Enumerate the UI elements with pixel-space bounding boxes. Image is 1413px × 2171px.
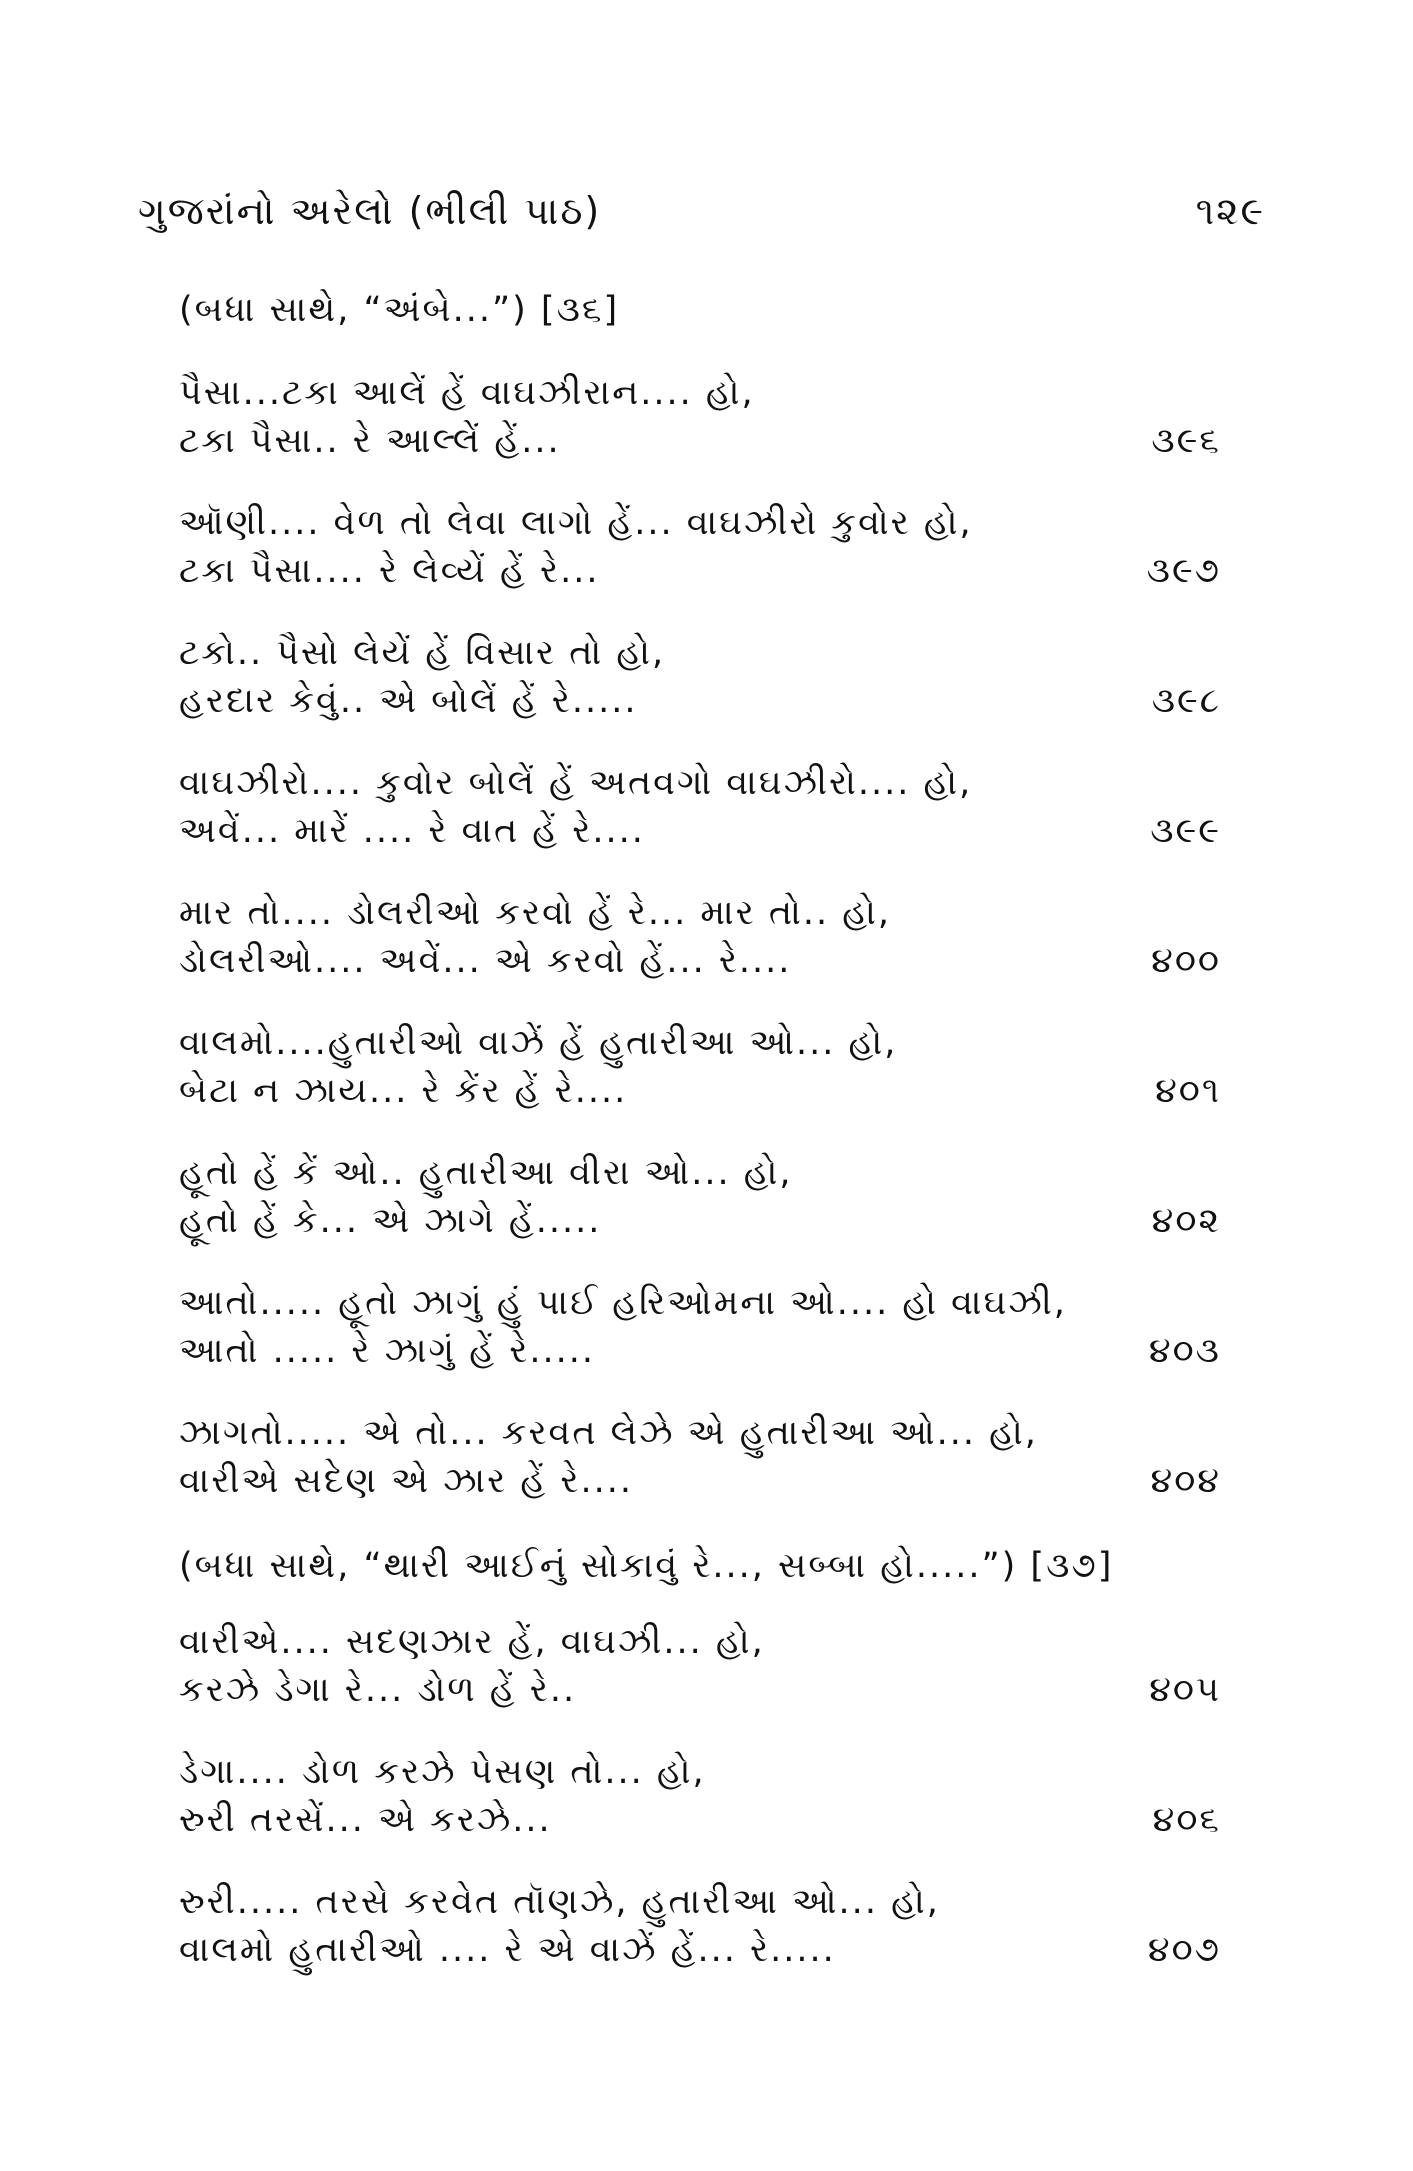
stanza <box>179 1019 1221 1115</box>
stanza <box>179 1409 1221 1505</box>
verse-line-text: ડોલરીઓ.... અવેં... એ કરવો હેં... રે.... <box>179 941 792 981</box>
verse-line-text: હૂતો હેં કે... એ ઝાગે હેં..... <box>179 1201 602 1241</box>
verse-line: વાલમો....હુતારીઓ વાઝેં હેં હુતારીઆ ઓ... હો, <box>179 1023 898 1063</box>
verse-line <box>179 1327 1221 1375</box>
verse-line: રુરી..... તરસે કરવેત તૉણઝે, હુતારીઆ ઓ... હો, <box>179 1882 940 1922</box>
verse-line: ટકો.. પૈસો લેયેં હેં વિસાર તો હો, <box>179 633 666 673</box>
verse-line-text: અવેં... મારેં .... રે વાત હેં રે.... <box>179 811 645 851</box>
verse-line <box>179 807 1221 855</box>
verse-number: ૪૦૩ <box>1148 1331 1221 1371</box>
verse-line: માર તો.... ડોલરીઓ કરવો હેં રે... માર તો.. હો, <box>179 893 891 933</box>
stanza <box>179 1878 1221 1974</box>
verse-line <box>179 547 1221 595</box>
verse-line-text: વારીએ સદેણ એ ઝાર હેં રે.... <box>179 1461 633 1501</box>
verse-line <box>179 1067 1221 1115</box>
stanza <box>179 1618 1221 1714</box>
page-body <box>179 286 1221 1974</box>
verse-line <box>179 937 1221 985</box>
stanza <box>179 499 1221 595</box>
verse-line-text: બેટા ન ઝાય... રે કેંર હેં રે.... <box>179 1071 628 1111</box>
verse-line-text: હરદાર કેવું.. એ બોલેં હેં રે..... <box>179 681 638 721</box>
verse-line <box>179 417 1221 465</box>
verse-number: ૪૦૬ <box>1152 1800 1221 1840</box>
page-number: ૧૨૯ <box>1195 189 1265 233</box>
verse-line <box>179 1197 1221 1245</box>
verse-line: વાઘઝીરો.... કુવોર બોલેં હેં અતવગો વાઘઝીરો.... હો, <box>179 763 973 803</box>
stanza <box>179 1149 1221 1245</box>
stanza <box>179 1748 1221 1844</box>
stanza <box>179 759 1221 855</box>
verse-line-text: રુરી તરસેં... એ કરઝે... <box>179 1800 552 1840</box>
verse-line: વારીએ.... સદણઝાર હેં, વાઘઝી... હો, <box>179 1622 765 1662</box>
stanza <box>179 369 1221 465</box>
verse-number: ૩૯૮ <box>1151 681 1221 721</box>
running-header-title: ગુજરાંનો અરેલો (ભીલી પાઠ) <box>138 189 602 233</box>
stanza <box>179 629 1221 725</box>
running-header <box>138 187 1265 235</box>
verse-line-text: આતો ..... રે ઝાગું હેં રે..... <box>179 1331 595 1371</box>
verse-number: ૪૦૨ <box>1151 1201 1221 1241</box>
stanza <box>179 1279 1221 1375</box>
verse-line <box>179 1926 1221 1974</box>
verse-number: ૩૯૯ <box>1150 811 1221 851</box>
stanza <box>179 889 1221 985</box>
verse-number: ૪૦૦ <box>1151 941 1221 981</box>
verse-number: ૪૦૧ <box>1155 1071 1221 1111</box>
section-heading: (બધા સાથે, “અંબે...”) [૩૬] <box>179 290 620 330</box>
verse-line <box>179 1457 1221 1505</box>
verse-number: ૪૦૪ <box>1150 1461 1221 1501</box>
verse-line: ઑણી.... વેળ તો લેવા લાગો હેં... વાઘઝીરો કુવોર હો, <box>179 503 973 543</box>
verse-line: ડેગા.... ડોળ કરઝે પેસણ તો... હો, <box>179 1752 706 1792</box>
verse-line-text: ટકા પૈસા.. રે આલ્લેં હેં... <box>179 421 561 461</box>
verse-line <box>179 677 1221 725</box>
verse-line <box>179 1666 1221 1714</box>
verse-line <box>179 1796 1221 1844</box>
verse-line: પૈસા...ટકા આલેં હેં વાઘઝીરાન.... હો, <box>179 373 755 413</box>
verse-line: ઝાગતો..... એ તો... કરવત લેઝે એ હુતારીઆ ઓ... હો, <box>179 1413 1038 1453</box>
verse-line: હૂતો હેં કેં ઓ.. હુતારીઆ વીરા ઓ... હો, <box>179 1153 793 1193</box>
verse-number: ૪૦૭ <box>1147 1930 1221 1970</box>
section-heading: (બધા સાથે, “થારી આઈનું સોકાવું રે..., સબ્બા હો.....”) [૩૭] <box>179 1546 1114 1586</box>
verse-number: ૪૦૫ <box>1149 1670 1221 1710</box>
verse-line-text: વાલમો હુતારીઓ .... રે એ વાઝેં હેં... રે..... <box>179 1930 836 1970</box>
verse-line-text: કરઝે ડેગા રે... ડોળ હેં રે.. <box>179 1670 577 1710</box>
verse-line: આતો..... હૂતો ઝાગું હું પાઈ હરિઓમના ઓ.... હો વાઘઝી, <box>179 1283 1067 1323</box>
verse-number: ૩૯૭ <box>1146 551 1221 591</box>
verse-number: ૩૯૬ <box>1151 421 1221 461</box>
verse-line-text: ટકા પૈસા.... રે લેવ્યેં હેં રે... <box>179 551 600 591</box>
